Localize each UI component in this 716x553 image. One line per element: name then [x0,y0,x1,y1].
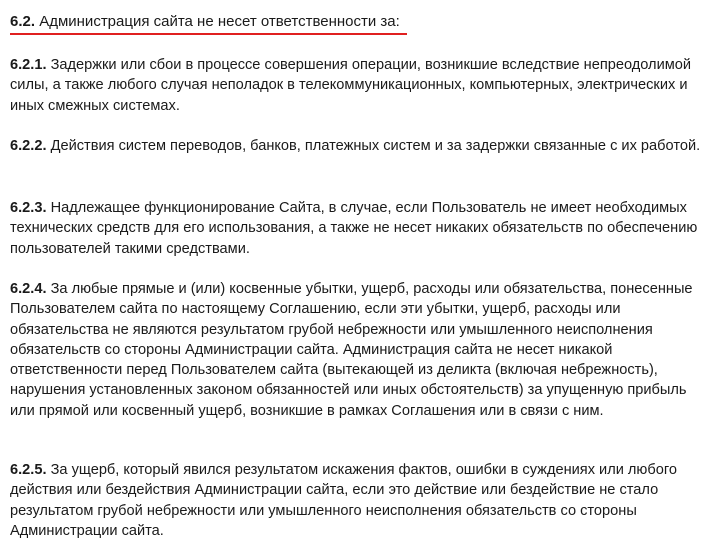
clause-number: 6.2.5. [10,462,47,478]
heading-underline [10,33,407,35]
clause-number: 6.2.1. [10,57,47,73]
clause-text: За любые прямые и (или) косвенные убытки, ущерб, расходы или обязательства, понесенные Пользователем сайта по настоящему Соглашению, если эти убытки, ущерб, расходы или обязательства не являются результатом грубой небрежности или умышленного неисполнения обязательств со стороны Администрации сайта. Администрация сайта не несет никакой ответственности перед Пользователем сайта (вытекающей из деликта (включая небрежность), нарушения установленных законом обязанностей или иных обстоятельств) за упущенную прибыль или прямой или косвенный ущерб, возникшие в рамках Соглашения или в связи с ним. [10,281,693,419]
clause-text: Задержки или сбои в процессе совершения операции, возникшие вследствие непреодолимой силы, а также любого случая неполадок в телекоммуникационных, компьютерных, электрических и иных смежных системах. [10,57,692,114]
clause-number: 6.2.2. [10,138,47,154]
clause-6-2-5 [10,460,708,541]
section-heading [10,12,400,31]
clause-6-2-4 [10,279,708,421]
clause-6-2-3 [10,198,708,259]
clause-text: Действия систем переводов, банков, платежных систем и за задержки связанные с их работой. [50,138,701,154]
clause-number: 6.2.3. [10,200,47,216]
clause-text: За ущерб, который явился результатом искажения фактов, ошибки в суждениях или любого действия или бездействия Администрации сайта, если это действие или бездействие не стало результатом грубой небрежности или умышленного неисполнения обязательств со стороны Администрации сайта. [10,462,677,539]
clause-6-2-1 [10,55,708,116]
clause-number: 6.2.4. [10,281,47,297]
clause-text: Надлежащее функционирование Сайта, в случае, если Пользователь не имеет необходимых технических средств для его использования, а также не несет никаких обязательств по обеспечению пользователей такими средствами. [10,200,698,257]
section-title: Администрация сайта не несет ответственности за: [39,13,400,30]
section-number: 6.2. [10,13,36,30]
clause-6-2-2 [10,136,708,156]
